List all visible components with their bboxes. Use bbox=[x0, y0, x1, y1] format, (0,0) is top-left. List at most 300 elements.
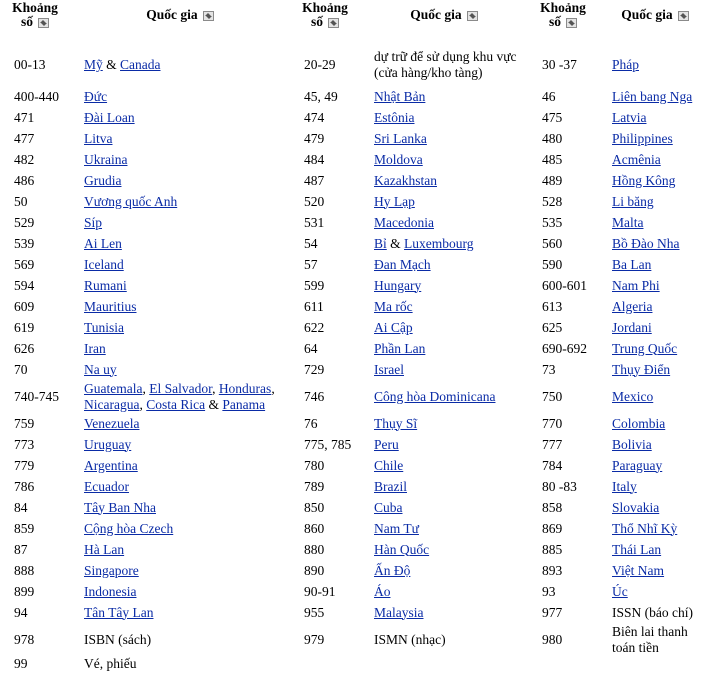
country-link[interactable]: Ukraina bbox=[84, 151, 128, 167]
country-link[interactable]: Mauritius bbox=[84, 298, 137, 314]
country-text: , bbox=[142, 380, 150, 396]
range-value: 64 bbox=[304, 340, 318, 356]
range-value: 979 bbox=[304, 631, 325, 647]
country-link[interactable]: El Salvador bbox=[149, 380, 213, 396]
country-link[interactable]: Iceland bbox=[84, 256, 124, 272]
table-row bbox=[0, 191, 712, 212]
country-link[interactable]: Nam Tư bbox=[374, 520, 419, 536]
country-text: & bbox=[386, 235, 405, 251]
range-value: 539 bbox=[14, 235, 35, 251]
country-cell bbox=[70, 296, 290, 317]
range-value: 775, 785 bbox=[304, 436, 352, 452]
range-value: 486 bbox=[14, 172, 35, 188]
range-cell bbox=[0, 212, 70, 233]
country-link[interactable]: Malta bbox=[612, 214, 644, 230]
range-cell bbox=[528, 476, 598, 497]
country-link[interactable]: Slovakia bbox=[612, 499, 660, 515]
country-text: Vé, phiếu bbox=[84, 656, 137, 671]
range-value: 770 bbox=[542, 415, 563, 431]
range-cell bbox=[0, 86, 70, 107]
country-cell bbox=[360, 434, 528, 455]
range-value: 474 bbox=[304, 109, 325, 125]
country-cell bbox=[360, 233, 528, 254]
sort-icon[interactable] bbox=[678, 11, 689, 21]
country-cell bbox=[360, 296, 528, 317]
country-cell bbox=[598, 581, 712, 602]
country-link[interactable]: Đan Mạch bbox=[374, 256, 431, 272]
country-text: dự trữ để sử dụng khu vực (cửa hàng/kho tàng) bbox=[374, 49, 517, 80]
table-row bbox=[0, 380, 712, 413]
range-value: 729 bbox=[304, 361, 325, 377]
range-value: 531 bbox=[304, 214, 325, 230]
range-cell bbox=[290, 44, 360, 86]
range-cell bbox=[290, 656, 360, 676]
range-cell bbox=[290, 296, 360, 317]
range-value: 859 bbox=[14, 520, 35, 536]
range-value: 489 bbox=[542, 172, 563, 188]
country-cell bbox=[598, 602, 712, 623]
country-cell bbox=[70, 656, 290, 676]
country-link[interactable]: Síp bbox=[84, 214, 103, 230]
country-link[interactable]: Hồng Kông bbox=[612, 172, 676, 188]
table-row bbox=[0, 518, 712, 539]
range-cell bbox=[0, 170, 70, 191]
country-link[interactable]: Latvia bbox=[612, 109, 647, 125]
range-value: 54 bbox=[304, 235, 318, 251]
country-link[interactable]: Israel bbox=[374, 361, 404, 377]
country-link[interactable]: Hà Lan bbox=[84, 541, 125, 557]
range-value: 613 bbox=[542, 298, 563, 314]
range-value: 746 bbox=[304, 388, 325, 404]
range-cell bbox=[528, 497, 598, 518]
range-cell bbox=[0, 602, 70, 623]
country-link[interactable]: Litva bbox=[84, 130, 113, 146]
range-cell bbox=[528, 44, 598, 86]
range-value: 858 bbox=[542, 499, 563, 515]
range-value: 626 bbox=[14, 340, 35, 356]
header-range-2[interactable] bbox=[290, 0, 360, 44]
country-link[interactable]: Acmênia bbox=[612, 151, 661, 167]
country-cell bbox=[360, 560, 528, 581]
country-link[interactable]: Li băng bbox=[612, 193, 654, 209]
range-cell bbox=[290, 434, 360, 455]
range-cell bbox=[0, 560, 70, 581]
country-cell bbox=[360, 380, 528, 413]
range-value: 780 bbox=[304, 457, 325, 473]
country-link[interactable]: Việt Nam bbox=[612, 562, 665, 578]
country-link[interactable]: Tunisia bbox=[84, 319, 125, 335]
country-link[interactable]: Vương quốc Anh bbox=[84, 193, 178, 209]
country-link[interactable]: Bồ Đào Nha bbox=[612, 235, 680, 251]
sort-icon[interactable] bbox=[328, 18, 339, 28]
range-cell bbox=[528, 380, 598, 413]
country-link[interactable]: Úc bbox=[612, 583, 628, 599]
country-link[interactable]: Ai Cập bbox=[374, 319, 413, 335]
range-cell bbox=[0, 539, 70, 560]
country-cell bbox=[70, 581, 290, 602]
range-value: 90-91 bbox=[304, 583, 336, 599]
range-cell bbox=[290, 518, 360, 539]
country-cell bbox=[360, 656, 528, 676]
country-cell bbox=[360, 497, 528, 518]
range-cell bbox=[290, 380, 360, 413]
country-cell bbox=[360, 149, 528, 170]
range-value: 978 bbox=[14, 631, 35, 647]
country-link[interactable]: Honduras bbox=[218, 380, 272, 396]
table-row bbox=[0, 539, 712, 560]
country-link[interactable]: Cuba bbox=[374, 499, 403, 515]
country-link[interactable]: Algeria bbox=[612, 298, 653, 314]
table-row bbox=[0, 86, 712, 107]
range-value: 487 bbox=[304, 172, 325, 188]
table-row bbox=[0, 149, 712, 170]
country-cell bbox=[70, 254, 290, 275]
country-link[interactable]: Trung Quốc bbox=[612, 340, 678, 356]
range-value: 750 bbox=[542, 388, 563, 404]
country-link[interactable]: Đài Loan bbox=[84, 109, 135, 125]
range-value: 400-440 bbox=[14, 88, 59, 104]
header-range-line1: Khoảng bbox=[12, 0, 58, 15]
range-cell bbox=[290, 149, 360, 170]
range-value: 569 bbox=[14, 256, 35, 272]
country-link[interactable]: Kazakhstan bbox=[374, 172, 437, 188]
table-row bbox=[0, 359, 712, 380]
range-value: 759 bbox=[14, 415, 35, 431]
range-cell bbox=[0, 191, 70, 212]
header-country-label: Quốc gia bbox=[621, 7, 673, 22]
table-row bbox=[0, 581, 712, 602]
header-country-2[interactable] bbox=[360, 0, 528, 44]
country-link[interactable]: Cộng hòa Czech bbox=[84, 520, 174, 536]
country-cell bbox=[598, 518, 712, 539]
range-cell bbox=[0, 149, 70, 170]
range-value: 57 bbox=[304, 256, 318, 272]
country-link[interactable]: Ecuador bbox=[84, 478, 129, 494]
country-cell bbox=[360, 212, 528, 233]
country-link[interactable]: Nhật Bản bbox=[374, 88, 426, 104]
range-cell bbox=[0, 338, 70, 359]
range-cell bbox=[528, 455, 598, 476]
range-value: 784 bbox=[542, 457, 563, 473]
range-value: 76 bbox=[304, 415, 318, 431]
country-link[interactable]: Singapore bbox=[84, 562, 139, 578]
country-link[interactable]: Bolivia bbox=[612, 436, 652, 452]
range-cell bbox=[528, 656, 598, 676]
table-row bbox=[0, 656, 712, 676]
range-value: 45, 49 bbox=[304, 88, 338, 104]
country-link[interactable]: Malaysia bbox=[374, 604, 424, 620]
table-row bbox=[0, 254, 712, 275]
country-cell bbox=[598, 338, 712, 359]
country-cell bbox=[360, 455, 528, 476]
range-cell bbox=[0, 296, 70, 317]
header-country-3[interactable] bbox=[598, 0, 712, 44]
range-value: 609 bbox=[14, 298, 35, 314]
range-cell bbox=[290, 602, 360, 623]
country-link[interactable]: Indonesia bbox=[84, 583, 137, 599]
table-row bbox=[0, 107, 712, 128]
sort-icon[interactable] bbox=[38, 18, 49, 28]
range-value: 480 bbox=[542, 130, 563, 146]
table-row bbox=[0, 170, 712, 191]
range-value: 528 bbox=[542, 193, 563, 209]
range-cell bbox=[528, 518, 598, 539]
country-link[interactable]: Iran bbox=[84, 340, 106, 356]
country-cell bbox=[598, 455, 712, 476]
country-link[interactable]: Macedonia bbox=[374, 214, 434, 230]
country-link[interactable]: Nam Phi bbox=[612, 277, 660, 293]
header-range-3[interactable] bbox=[528, 0, 598, 44]
country-link[interactable]: Thái Lan bbox=[612, 541, 662, 557]
country-link[interactable]: Sri Lanka bbox=[374, 130, 427, 146]
country-cell bbox=[598, 359, 712, 380]
sort-icon[interactable] bbox=[203, 11, 214, 21]
range-cell bbox=[290, 623, 360, 656]
country-cell bbox=[70, 212, 290, 233]
range-value: 471 bbox=[14, 109, 35, 125]
table-row bbox=[0, 497, 712, 518]
country-cell bbox=[360, 413, 528, 434]
range-value: 955 bbox=[304, 604, 325, 620]
country-cell bbox=[360, 107, 528, 128]
range-cell bbox=[290, 560, 360, 581]
country-cell bbox=[70, 539, 290, 560]
country-cell bbox=[598, 107, 712, 128]
country-link[interactable]: Grudia bbox=[84, 172, 122, 188]
range-value: 594 bbox=[14, 277, 35, 293]
range-cell bbox=[0, 581, 70, 602]
country-link[interactable]: Chile bbox=[374, 457, 404, 473]
header-country-label: Quốc gia bbox=[146, 7, 198, 22]
sort-icon[interactable] bbox=[566, 18, 577, 28]
range-cell bbox=[528, 413, 598, 434]
range-cell bbox=[290, 581, 360, 602]
range-value: 786 bbox=[14, 478, 35, 494]
range-value: 84 bbox=[14, 499, 28, 515]
country-link[interactable]: Ai Len bbox=[84, 235, 122, 251]
header-range-line2: số bbox=[310, 14, 323, 29]
range-cell bbox=[290, 497, 360, 518]
country-cell bbox=[360, 191, 528, 212]
range-cell bbox=[528, 233, 598, 254]
range-value: 893 bbox=[542, 562, 563, 578]
country-text: & bbox=[102, 57, 121, 72]
country-link[interactable]: Tây Ban Nha bbox=[84, 499, 156, 515]
country-link[interactable]: Philippines bbox=[612, 130, 673, 146]
country-cell bbox=[70, 233, 290, 254]
range-cell bbox=[528, 602, 598, 623]
country-text: , bbox=[212, 380, 219, 396]
country-link[interactable]: Moldova bbox=[374, 151, 423, 167]
country-cell bbox=[70, 560, 290, 581]
country-cell bbox=[598, 539, 712, 560]
country-link[interactable]: Peru bbox=[374, 436, 399, 452]
country-link[interactable]: Thụy Sĩ bbox=[374, 415, 418, 431]
range-cell bbox=[290, 86, 360, 107]
range-cell bbox=[0, 254, 70, 275]
country-cell bbox=[598, 149, 712, 170]
country-link[interactable]: Colombia bbox=[612, 415, 666, 431]
country-link[interactable]: Uruguay bbox=[84, 436, 132, 452]
range-cell bbox=[290, 455, 360, 476]
country-link[interactable]: Phần Lan bbox=[374, 340, 426, 356]
country-link[interactable]: Canada bbox=[120, 57, 161, 72]
country-cell bbox=[598, 623, 712, 656]
country-link[interactable]: Đức bbox=[84, 88, 108, 104]
range-cell bbox=[528, 359, 598, 380]
range-value: 30 -37 bbox=[542, 57, 577, 72]
range-value: 99 bbox=[14, 656, 28, 671]
country-cell bbox=[360, 602, 528, 623]
country-text: , bbox=[139, 396, 147, 412]
country-text: , bbox=[271, 380, 275, 396]
country-cell bbox=[360, 539, 528, 560]
range-cell bbox=[0, 434, 70, 455]
range-cell bbox=[528, 560, 598, 581]
country-cell bbox=[70, 170, 290, 191]
table-row bbox=[0, 623, 712, 656]
header-country-1[interactable] bbox=[70, 0, 290, 44]
header-range-1[interactable] bbox=[0, 0, 70, 44]
range-value: 477 bbox=[14, 130, 35, 146]
range-cell bbox=[290, 254, 360, 275]
country-link[interactable]: Áo bbox=[374, 583, 391, 599]
table-row bbox=[0, 296, 712, 317]
country-cell bbox=[598, 656, 712, 676]
country-text: & bbox=[205, 396, 223, 412]
header-range-line2: số bbox=[548, 14, 561, 29]
country-link[interactable]: Paraguay bbox=[612, 457, 663, 473]
range-value: 80 -83 bbox=[542, 478, 577, 494]
table-row bbox=[0, 455, 712, 476]
country-link[interactable]: Liên bang Nga bbox=[612, 88, 693, 104]
country-link[interactable]: Tân Tây Lan bbox=[84, 604, 154, 620]
country-link[interactable]: Ấn Độ bbox=[374, 562, 411, 578]
country-cell bbox=[360, 359, 528, 380]
country-cell bbox=[360, 338, 528, 359]
country-link[interactable]: Hungary bbox=[374, 277, 422, 293]
country-link[interactable]: Mỹ bbox=[84, 57, 103, 72]
country-cell bbox=[70, 623, 290, 656]
country-cell bbox=[598, 497, 712, 518]
sort-icon[interactable] bbox=[467, 11, 478, 21]
country-cell bbox=[598, 296, 712, 317]
country-link[interactable]: Hàn Quốc bbox=[374, 541, 430, 557]
range-cell bbox=[0, 359, 70, 380]
country-cell bbox=[598, 476, 712, 497]
country-link[interactable]: Panama bbox=[222, 396, 266, 412]
table-row bbox=[0, 434, 712, 455]
country-link[interactable]: Argentina bbox=[84, 457, 138, 473]
country-link[interactable]: Hy Lạp bbox=[374, 193, 415, 209]
country-cell bbox=[360, 581, 528, 602]
range-cell bbox=[528, 107, 598, 128]
country-cell bbox=[70, 128, 290, 149]
range-cell bbox=[528, 623, 598, 656]
range-value: 70 bbox=[14, 361, 28, 377]
country-link[interactable]: Luxembourg bbox=[404, 235, 474, 251]
range-value: 977 bbox=[542, 604, 563, 620]
country-link[interactable]: Italy bbox=[612, 478, 637, 494]
country-cell bbox=[598, 128, 712, 149]
range-cell bbox=[0, 275, 70, 296]
country-link[interactable]: Thổ Nhĩ Kỳ bbox=[612, 520, 678, 536]
country-link[interactable]: Ma rốc bbox=[374, 298, 413, 314]
country-link[interactable]: Ba Lan bbox=[612, 256, 652, 272]
country-link[interactable]: Estônia bbox=[374, 109, 415, 125]
range-value: 73 bbox=[542, 361, 556, 377]
country-cell bbox=[70, 476, 290, 497]
country-cell bbox=[598, 317, 712, 338]
range-cell bbox=[0, 380, 70, 413]
range-value: 93 bbox=[542, 583, 556, 599]
country-cell bbox=[598, 560, 712, 581]
country-link[interactable]: Rumani bbox=[84, 277, 127, 293]
range-value: 87 bbox=[14, 541, 28, 557]
table-row bbox=[0, 233, 712, 254]
range-cell bbox=[528, 434, 598, 455]
table-row bbox=[0, 317, 712, 338]
range-cell bbox=[0, 317, 70, 338]
range-cell bbox=[290, 170, 360, 191]
range-value: 475 bbox=[542, 109, 563, 125]
country-cell bbox=[360, 623, 528, 656]
country-link[interactable]: Costa Rica bbox=[146, 396, 206, 412]
range-cell bbox=[528, 86, 598, 107]
range-cell bbox=[0, 413, 70, 434]
country-cell bbox=[598, 434, 712, 455]
range-value: 20-29 bbox=[304, 57, 336, 72]
country-link[interactable]: Thụy Điển bbox=[612, 361, 671, 377]
range-cell bbox=[528, 212, 598, 233]
country-link[interactable]: Pháp bbox=[612, 57, 639, 72]
country-link[interactable]: Bỉ bbox=[374, 235, 387, 251]
country-link[interactable]: Mexico bbox=[612, 388, 654, 404]
country-link[interactable]: Guatemala bbox=[84, 380, 143, 396]
range-cell bbox=[290, 338, 360, 359]
range-value: 50 bbox=[14, 193, 28, 209]
range-value: 777 bbox=[542, 436, 563, 452]
country-cell bbox=[360, 86, 528, 107]
country-link[interactable]: Brazil bbox=[374, 478, 407, 494]
header-range-line1: Khoảng bbox=[540, 0, 586, 15]
header-range-line1: Khoảng bbox=[302, 0, 348, 15]
range-value: 885 bbox=[542, 541, 563, 557]
country-link[interactable]: Công hòa Dominicana bbox=[374, 388, 496, 404]
range-value: 740-745 bbox=[14, 388, 59, 404]
country-cell bbox=[70, 518, 290, 539]
range-cell bbox=[290, 413, 360, 434]
range-value: 484 bbox=[304, 151, 325, 167]
range-cell bbox=[528, 128, 598, 149]
range-value: 860 bbox=[304, 520, 325, 536]
range-value: 611 bbox=[304, 298, 324, 314]
country-link[interactable]: Na uy bbox=[84, 361, 117, 377]
country-link[interactable]: Jordani bbox=[612, 319, 652, 335]
range-value: 529 bbox=[14, 214, 35, 230]
range-value: 520 bbox=[304, 193, 325, 209]
range-value: 94 bbox=[14, 604, 28, 620]
range-cell bbox=[0, 455, 70, 476]
range-value: 619 bbox=[14, 319, 35, 335]
range-cell bbox=[528, 149, 598, 170]
range-cell bbox=[0, 233, 70, 254]
range-cell bbox=[290, 359, 360, 380]
country-link[interactable]: Venezuela bbox=[84, 415, 140, 431]
country-link[interactable]: Nicaragua bbox=[84, 396, 140, 412]
country-cell bbox=[70, 602, 290, 623]
country-cell bbox=[70, 317, 290, 338]
